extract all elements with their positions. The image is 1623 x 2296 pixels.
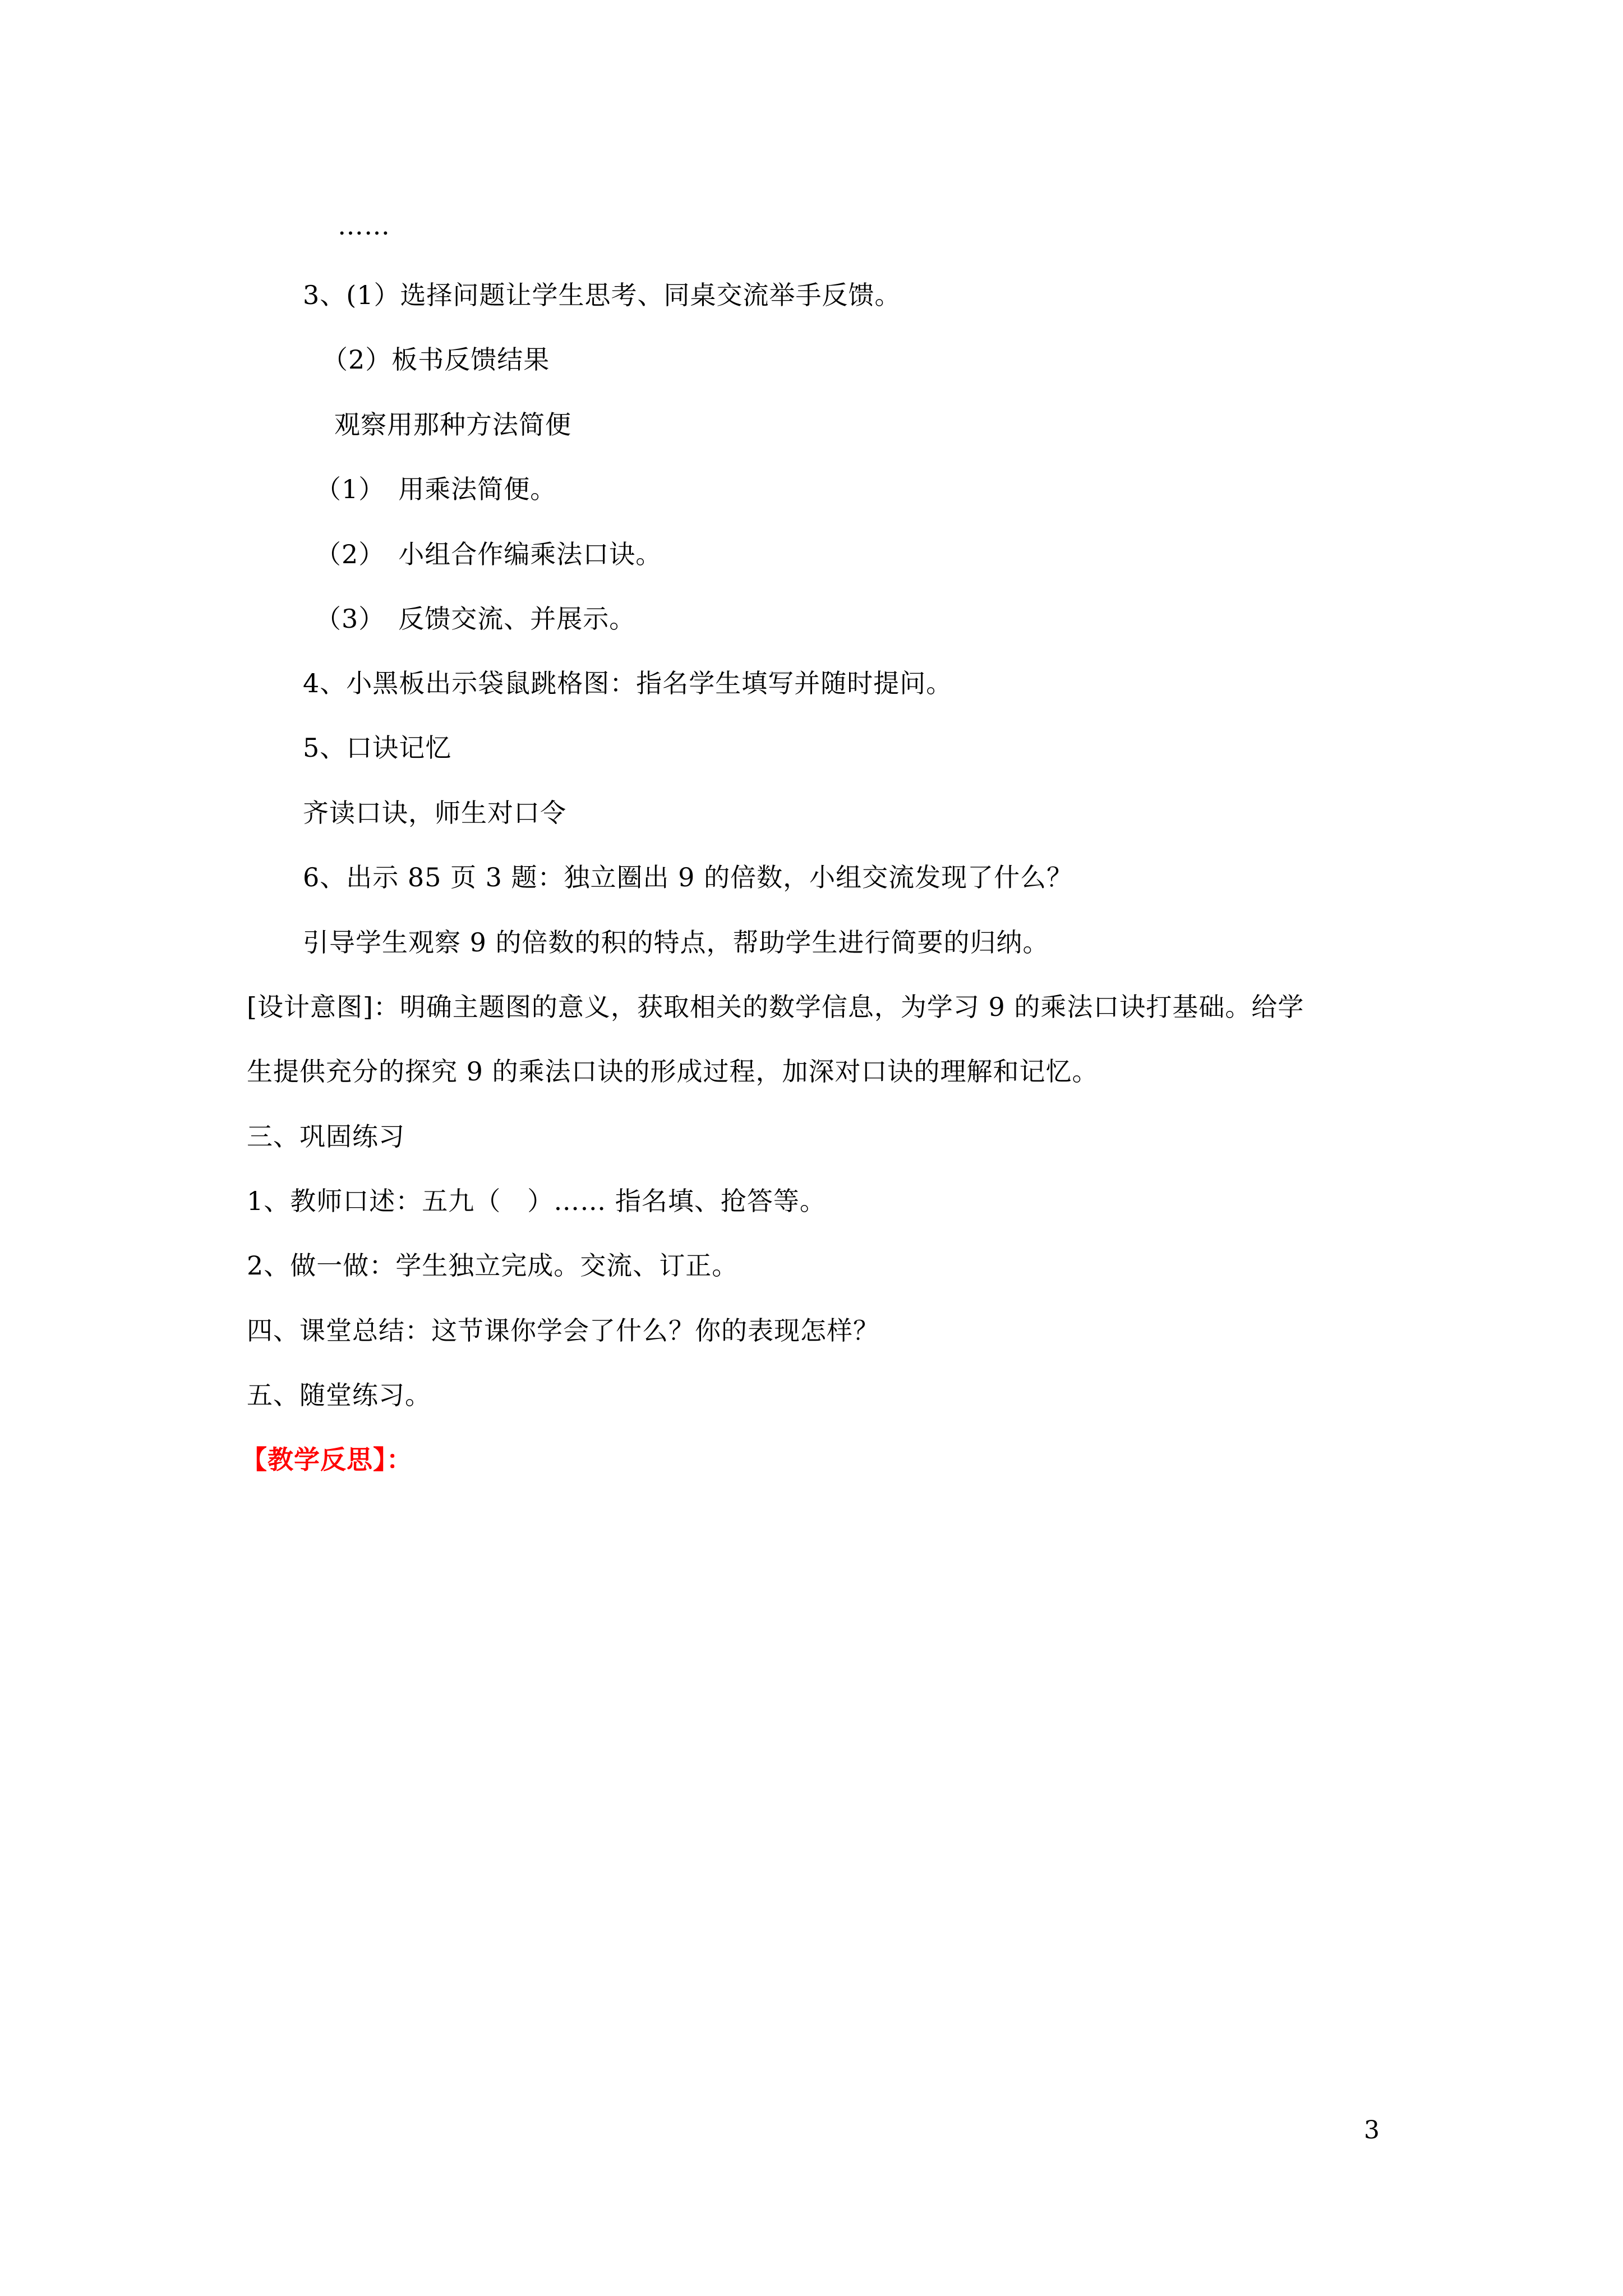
step-3-sub-2: （2）板书反馈结果 — [322, 344, 550, 375]
step-4-line: 4、小黑板出示袋鼠跳格图：指名学生填写并随时提问。 — [303, 668, 953, 698]
practice-item-1: 1、教师口述：五九（ ）…… 指名填、抢答等。 — [247, 1186, 826, 1216]
page-number: 3 — [1364, 2116, 1380, 2145]
design-intent-line-1: [设计意图]：明确主题图的意义，获取相关的数学信息，为学习 9 的乘法口诀打基础。给学 — [247, 992, 1304, 1022]
section-5-heading: 五、随堂练习。 — [247, 1380, 431, 1410]
section-4-heading: 四、课堂总结：这节课你学会了什么？你的表现怎样？ — [247, 1315, 879, 1346]
observe-line: 观察用那种方法简便 — [334, 409, 571, 440]
point-1: （1） 用乘法简便。 — [315, 474, 557, 504]
design-intent-line-2: 生提供充分的探究 9 的乘法口诀的形成过程，加深对口诀的理解和记忆。 — [247, 1056, 1099, 1087]
ellipsis-line: …… — [338, 210, 390, 241]
step-3-line: 3、(1）选择问题让学生思考、同桌交流举手反馈。 — [303, 280, 901, 310]
teaching-reflection-heading: 【教学反思】： — [241, 1444, 413, 1475]
step-5-line: 5、口诀记忆 — [303, 733, 452, 763]
recite-line: 齐读口诀，师生对口令 — [303, 798, 566, 828]
section-3-heading: 三、巩固练习 — [247, 1121, 405, 1152]
guide-line: 引导学生观察 9 的倍数的积的特点，帮助学生进行简要的归纳。 — [303, 927, 1049, 958]
point-2: （2） 小组合作编乘法口诀。 — [315, 539, 662, 569]
practice-item-2: 2、做一做：学生独立完成。交流、订正。 — [247, 1250, 739, 1281]
step-6-line: 6、出示 85 页 3 题：独立圈出 9 的倍数，小组交流发现了什么？ — [303, 862, 1073, 892]
point-3: （3） 反馈交流、并展示。 — [315, 604, 636, 634]
